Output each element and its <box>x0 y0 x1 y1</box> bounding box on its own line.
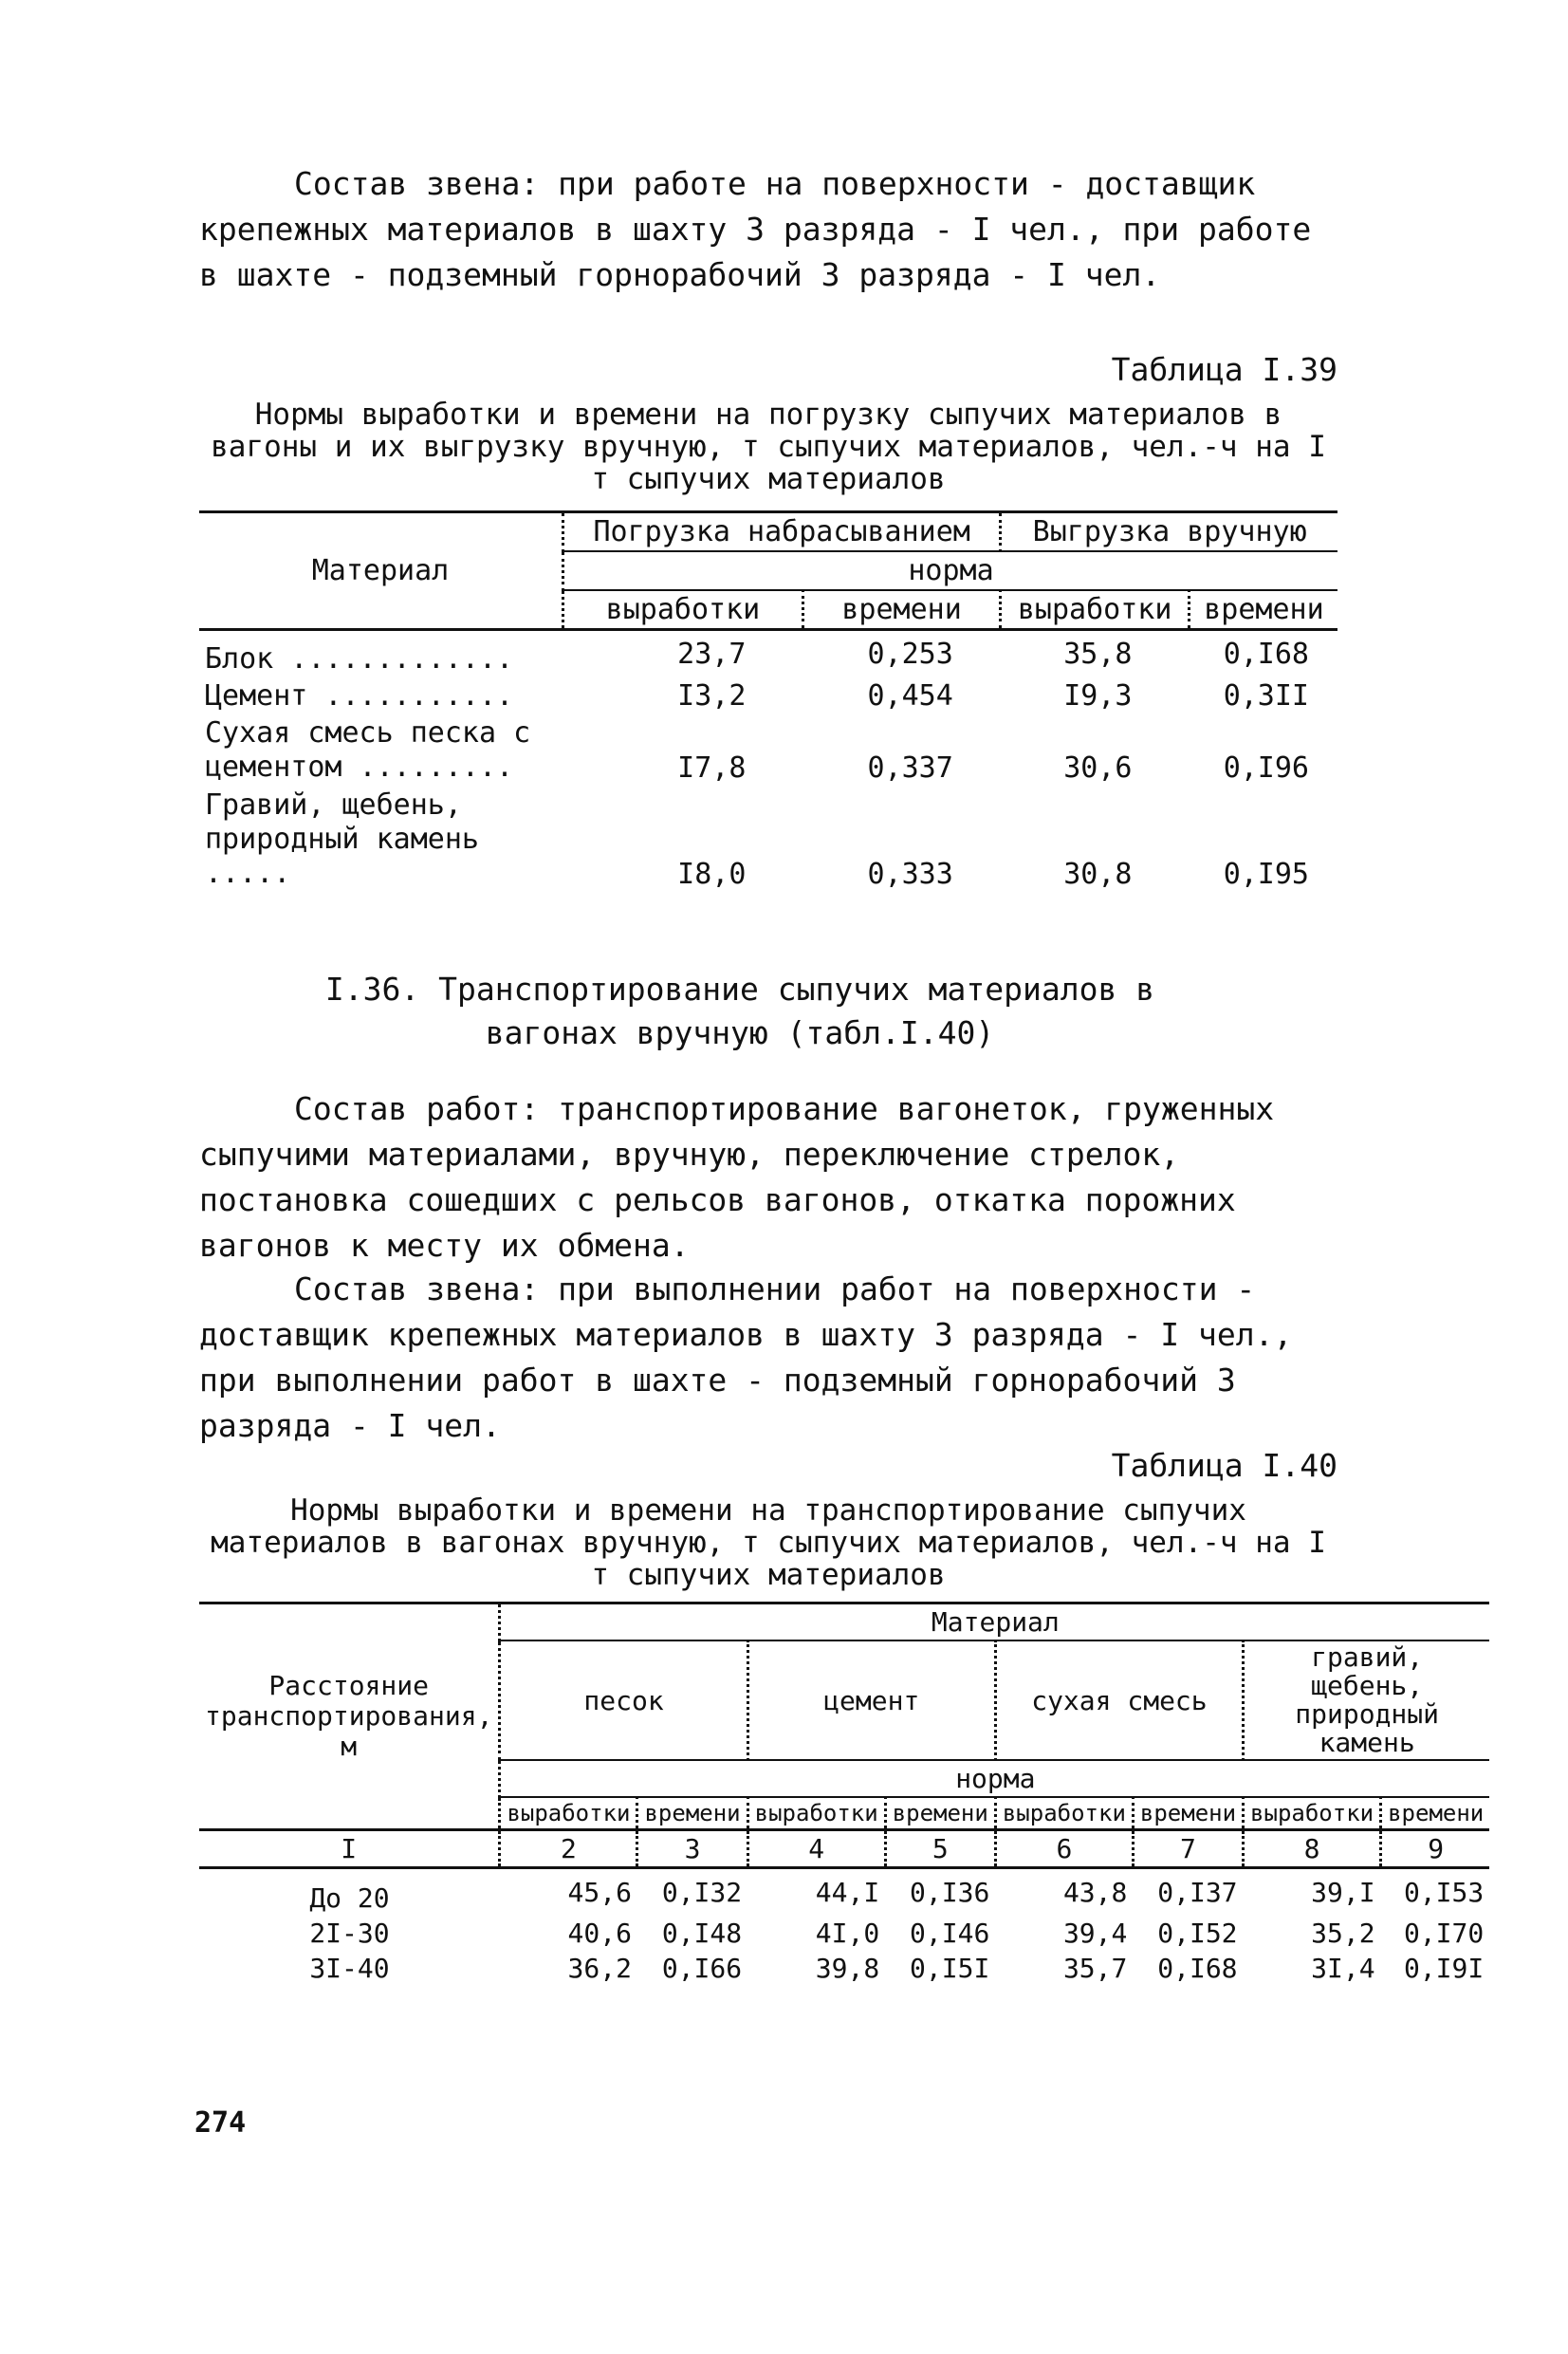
t140-cell: 35,2 <box>1311 1918 1375 1949</box>
t140-cell: 0,I5I <box>910 1953 990 1984</box>
t139-header-output-1: выработки <box>563 590 803 630</box>
t140-cell: 0,I53 <box>1403 1877 1485 1908</box>
t140-cell: 45,6 <box>567 1877 632 1908</box>
t140-colnum: 7 <box>1133 1830 1243 1868</box>
t140-colnum: 3 <box>637 1830 747 1868</box>
t139-row-name: Блок ............. <box>205 642 514 676</box>
t140-header-dry-mix: сухая смесь <box>995 1640 1243 1760</box>
table-row <box>199 787 1337 893</box>
t139-cell: 0,253 <box>867 638 953 671</box>
work-paragraph: Состав работ: транспортирование вагонеток, груженных сыпучими материалами, вручную, переключение стрелок, постановка сошедших с рельсов вагонов, откатка порожних вагонов к месту их обмена. <box>199 1090 1275 1264</box>
t139-cell: 30,8 <box>1063 858 1133 891</box>
intro-paragraph: Состав звена: при работе на поверхности - доставщик крепежных материалов в шахту 3 разряда - I чел., при работе в шахте - подземный горнорабочий 3 разряда - I чел. <box>199 165 1312 293</box>
t140-cell: 3I,4 <box>1311 1953 1375 1984</box>
t140-cell: 0,I66 <box>661 1953 743 1984</box>
t140-colnum: 5 <box>885 1830 995 1868</box>
t140-header-distance: Расстояние транспортирования, м <box>199 1603 500 1830</box>
t140-cell: 0,I37 <box>1157 1877 1238 1908</box>
t140-cell: 39,I <box>1311 1877 1375 1908</box>
t139-cell: I8,0 <box>677 858 747 891</box>
t139-header-material: Материал <box>199 512 563 630</box>
t139-cell: 0,I96 <box>1223 751 1309 785</box>
table-row <box>199 714 1337 787</box>
t140-header-output-4: выработки <box>1244 1797 1381 1830</box>
t140-header-time-2: времени <box>885 1797 995 1830</box>
t140-cell: 39,8 <box>815 1953 880 1984</box>
table-140-title: Нормы выработки и времени на транспортирование сыпучих материалов в вагонах вручную, т сыпучих материалов, чел.-ч на I т сыпучих материалов <box>211 1493 1326 1592</box>
t140-colnum: 8 <box>1244 1830 1381 1868</box>
t140-header-time-4: времени <box>1381 1797 1490 1830</box>
t140-cell: 44,I <box>815 1877 880 1908</box>
t139-cell: I7,8 <box>677 751 747 785</box>
t139-header-time-2: времени <box>1189 590 1337 630</box>
t139-header-output-2: выработки <box>1001 590 1190 630</box>
t139-cell: 0,333 <box>867 858 953 891</box>
t140-colnum: 4 <box>747 1830 885 1868</box>
t139-header-unloading: Выгрузка вручную <box>1001 512 1337 552</box>
table-row <box>199 630 1337 678</box>
t140-header-norm: норма <box>500 1760 1489 1797</box>
t140-colnum: 2 <box>500 1830 637 1868</box>
table-139-label: Таблица I.39 <box>1111 351 1337 388</box>
t140-header-material: Материал <box>500 1603 1489 1641</box>
t139-cell: 0,3II <box>1223 679 1309 713</box>
t140-cell: 40,6 <box>567 1918 632 1949</box>
t139-row-name: Сухая смесь песка с цементом ......... <box>205 716 531 784</box>
section-heading: I.36. Транспортирование сыпучих материалов в вагонах вручную (табл.I.40) <box>324 971 1155 1051</box>
t140-colnum: I <box>341 1833 358 1864</box>
t140-cell: 0,I52 <box>1157 1918 1238 1949</box>
t140-header-output-3: выработки <box>995 1797 1133 1830</box>
table-140-label: Таблица I.40 <box>1111 1447 1337 1484</box>
t140-header-sand: песок <box>500 1640 747 1760</box>
table-139-title: Нормы выработки и времени на погрузку сыпучих материалов в вагоны и их выгрузку вручную, т сыпучих материалов, чел.-ч на I т сыпучих материалов <box>211 398 1326 496</box>
t140-cell: 0,I9I <box>1403 1953 1485 1984</box>
t139-header-loading: Погрузка набрасыванием <box>563 512 1001 552</box>
t139-cell: I9,3 <box>1063 679 1133 713</box>
t140-header-time-1: времени <box>637 1797 747 1830</box>
t139-cell: 0,I95 <box>1223 858 1309 891</box>
t140-cell: 0,I46 <box>910 1918 990 1949</box>
t139-cell: 30,6 <box>1063 751 1133 785</box>
t140-cell: 0,I70 <box>1403 1918 1485 1949</box>
page-number: 274 <box>194 2106 247 2140</box>
t140-cell: 35,7 <box>1062 1953 1128 1984</box>
t139-header-time-1: времени <box>802 590 1000 630</box>
t139-cell: I3,2 <box>677 679 747 713</box>
t140-colnum: 6 <box>995 1830 1133 1868</box>
t140-row-distance: 2I-30 <box>309 1918 390 1949</box>
t139-row-name: Гравий, щебень, природный камень ..... <box>205 788 479 890</box>
table-140 <box>199 1602 1489 1986</box>
t140-colnum: 9 <box>1381 1830 1490 1868</box>
t140-cell: 0,I36 <box>910 1877 990 1908</box>
t139-header-norm: норма <box>563 551 1338 590</box>
t139-cell: 23,7 <box>677 638 747 671</box>
t140-row-distance: До 20 <box>309 1882 390 1914</box>
table-row <box>199 1868 1489 1917</box>
t140-cell: 4I,0 <box>815 1918 880 1949</box>
crew-paragraph: Состав звена: при выполнении работ на поверхности - доставщик крепежных материалов в шахту 3 разряда - I чел., при выполнении работ в шахте - подземный горнорабочий 3 разряда - I чел. <box>199 1270 1293 1444</box>
t139-cell: 35,8 <box>1063 638 1133 671</box>
t140-cell: 36,2 <box>567 1953 632 1984</box>
t140-cell: 0,I32 <box>661 1877 743 1908</box>
table-row <box>199 1951 1489 1986</box>
t140-row-distance: 3I-40 <box>309 1953 390 1984</box>
t140-column-numbers <box>199 1830 1489 1868</box>
t139-cell: 0,I68 <box>1223 638 1309 671</box>
t140-cell: 39,4 <box>1062 1918 1128 1949</box>
t140-header-output-1: выработки <box>500 1797 637 1830</box>
t140-header-time-3: времени <box>1133 1797 1243 1830</box>
t140-header-output-2: выработки <box>747 1797 885 1830</box>
t140-cell: 43,8 <box>1062 1877 1128 1908</box>
t140-cell: 0,I68 <box>1157 1953 1238 1984</box>
t139-cell: 0,337 <box>867 751 953 785</box>
table-row <box>199 1916 1489 1951</box>
table-row <box>199 677 1337 714</box>
t139-cell: 0,454 <box>867 679 953 713</box>
t140-header-cement: цемент <box>747 1640 995 1760</box>
t139-row-name: Цемент ........... <box>205 679 514 713</box>
table-139 <box>199 510 1337 893</box>
t140-header-gravel: гравий, щебень, природный камень <box>1244 1640 1490 1760</box>
t140-cell: 0,I48 <box>661 1918 743 1949</box>
